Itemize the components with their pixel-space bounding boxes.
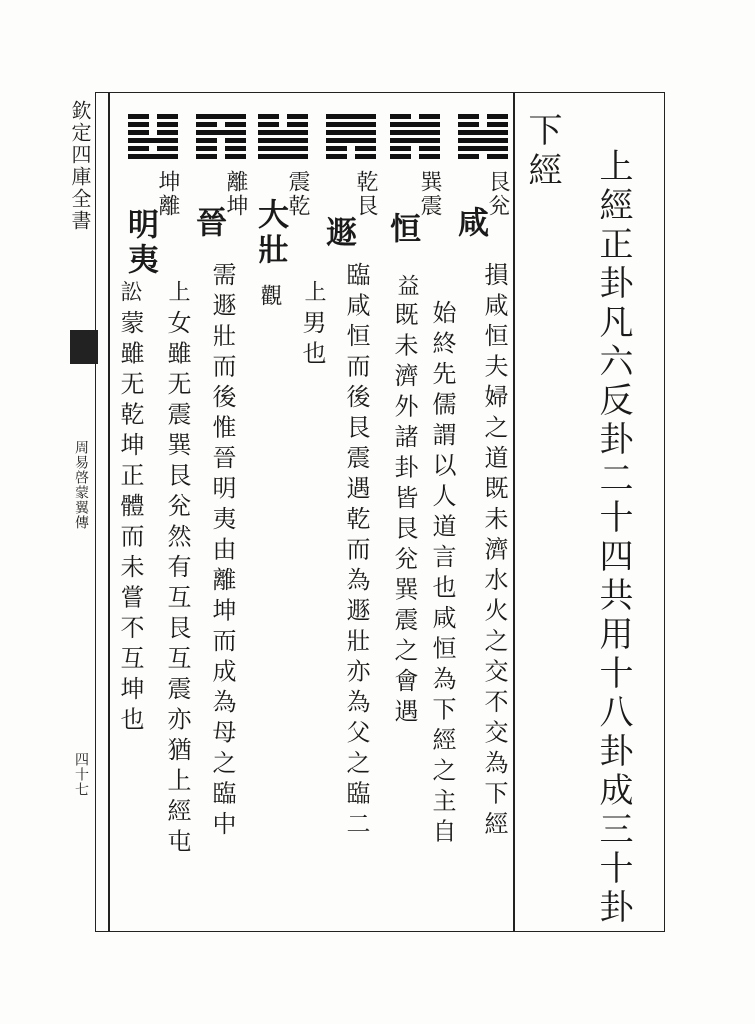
commentary-col-8: 女雖无震巽艮兊然有互艮互震亦猶上經屯: [163, 310, 191, 859]
yang-line: [458, 138, 508, 143]
yang-line: [196, 114, 246, 119]
hexagram-6-name: 明夷: [122, 208, 158, 278]
commentary-col-7: 需遯壯而後惟晉明夷由離坤而成為母之臨中: [208, 262, 236, 842]
commentary-col-2: 始終先儒謂以人道言也咸恒為下經之主自: [428, 300, 456, 849]
hexagram-2-name: 恒: [384, 212, 420, 247]
yin-line-segment: [196, 146, 217, 151]
yin-line-segment: [128, 146, 149, 151]
commentary-col-6-head: 觀: [257, 284, 282, 308]
margin-page-number: 四十七: [73, 752, 89, 797]
yin-line-segment: [258, 122, 279, 127]
hexagram-4-name: 大壯: [252, 198, 288, 268]
yang-line: [390, 138, 440, 143]
yin-line-segment: [196, 138, 217, 143]
yin-line-segment: [157, 130, 178, 135]
hexagram-4-trigrams: 震乾: [285, 170, 310, 218]
yin-line-segment: [225, 138, 246, 143]
yang-line: [258, 138, 308, 143]
header-rule: [513, 92, 515, 932]
yin-line-segment: [326, 154, 347, 159]
commentary-col-9-head: 訟: [117, 280, 142, 304]
hexagram-5: [194, 112, 250, 160]
hexagram-2-trigrams: 巽震: [417, 170, 442, 218]
yin-line-segment: [487, 154, 508, 159]
yang-line: [326, 114, 376, 119]
hexagram-5-lines: [194, 112, 250, 160]
yin-line-segment: [128, 130, 149, 135]
hexagram-2: [388, 112, 444, 160]
commentary-col-8-head: 上: [165, 280, 190, 304]
yang-line: [258, 154, 308, 159]
hexagram-1-name: 咸: [452, 206, 488, 241]
margin-rule: [108, 92, 110, 932]
yin-line-segment: [157, 122, 178, 127]
yin-line-segment: [225, 154, 246, 159]
yin-line-segment: [390, 146, 411, 151]
yang-line: [458, 130, 508, 135]
hexagram-1-lines: [456, 112, 512, 160]
hexagram-6-trigrams: 坤離: [155, 170, 180, 218]
section-title: 下經: [522, 112, 562, 192]
yin-line-segment: [225, 146, 246, 151]
yin-line-segment: [419, 146, 440, 151]
yin-line-segment: [355, 154, 376, 159]
hexagram-4: [256, 112, 312, 160]
yin-line-segment: [196, 122, 217, 127]
commentary-col-5: 男也: [298, 310, 326, 371]
hexagram-1: [456, 112, 512, 160]
commentary-col-3: 既未濟外諸卦皆艮兊巽震之會遇: [390, 302, 418, 729]
yin-line-segment: [487, 122, 508, 127]
yang-line: [326, 138, 376, 143]
yang-line: [128, 138, 178, 143]
yin-line-segment: [390, 114, 411, 119]
hexagram-2-lines: [388, 112, 444, 160]
yin-line-segment: [390, 154, 411, 159]
hexagram-6: [126, 112, 182, 160]
margin-subtitle: 周易啓蒙翼傳: [73, 440, 89, 530]
yang-line: [326, 130, 376, 135]
yin-line-segment: [128, 122, 149, 127]
yang-line: [258, 130, 308, 135]
commentary-col-9: 蒙雖无乾坤正體而未嘗不互坤也: [116, 310, 144, 737]
yin-line-segment: [128, 114, 149, 119]
yin-line-segment: [196, 154, 217, 159]
hexagram-3-trigrams: 乾艮: [353, 170, 378, 218]
yang-line: [390, 130, 440, 135]
hexagram-4-lines: [256, 112, 312, 160]
hexagram-3-lines: [324, 112, 380, 160]
yin-line-segment: [458, 114, 479, 119]
yin-line-segment: [326, 146, 347, 151]
hexagram-3-name: 遯: [320, 216, 356, 251]
yin-line-segment: [157, 114, 178, 119]
commentary-col-4: 臨咸恒而後艮震遇乾而為遯壯亦為父之臨二: [342, 262, 370, 842]
commentary-col-5-head: 上: [301, 280, 326, 304]
yin-line-segment: [419, 154, 440, 159]
yang-line: [128, 154, 178, 159]
commentary-col-1: 損咸恒夫婦之道既未濟水火之交不交為下經: [480, 262, 508, 842]
yin-line-segment: [458, 154, 479, 159]
yang-line: [196, 130, 246, 135]
yang-line: [390, 122, 440, 127]
hexagram-5-name: 晉: [190, 206, 226, 241]
yin-line-segment: [157, 146, 178, 151]
margin-book-title: 欽定四庫全書: [68, 100, 92, 232]
yin-line-segment: [258, 114, 279, 119]
yin-line-segment: [225, 122, 246, 127]
summary-line: 上經正卦凡六反卦二十四共用十八卦成三十卦: [593, 148, 633, 928]
hexagram-3: [324, 112, 380, 160]
commentary-col-3-head: 益: [394, 274, 419, 298]
yang-line: [458, 146, 508, 151]
yin-line-segment: [287, 114, 308, 119]
yin-line-segment: [355, 146, 376, 151]
fishtail-mark: [70, 330, 98, 364]
yin-line-segment: [419, 114, 440, 119]
yin-line-segment: [458, 122, 479, 127]
hexagram-5-trigrams: 離坤: [223, 170, 248, 218]
yang-line: [258, 146, 308, 151]
hexagram-1-trigrams: 艮兊: [485, 170, 510, 218]
yang-line: [326, 122, 376, 127]
yin-line-segment: [287, 122, 308, 127]
hexagram-6-lines: [126, 112, 182, 160]
yin-line-segment: [487, 114, 508, 119]
